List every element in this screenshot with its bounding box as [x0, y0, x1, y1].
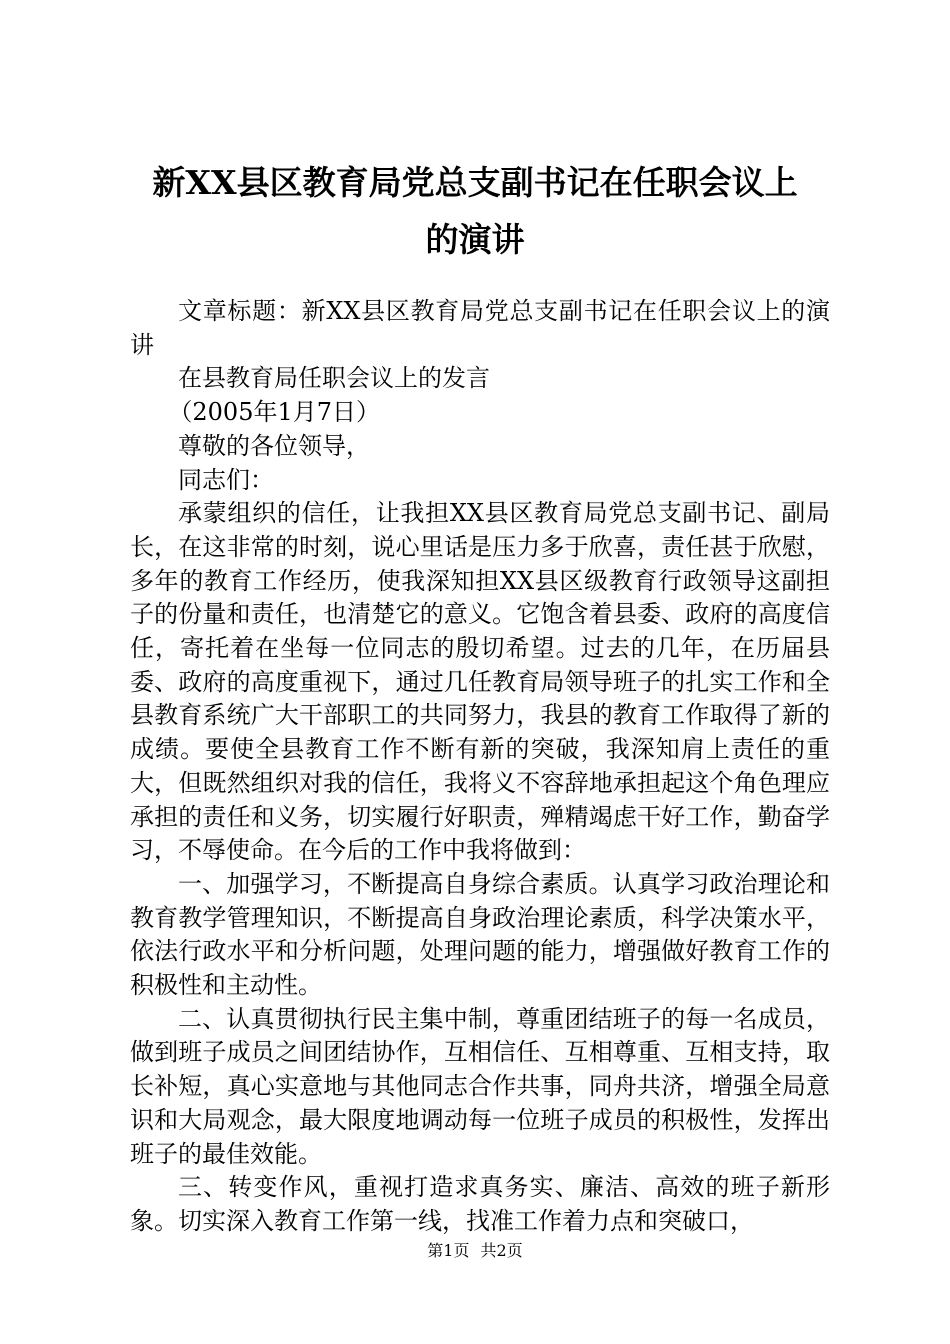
- speech-heading: 在县教育局任职会议上的发言: [178, 364, 490, 393]
- body-paragraph: 三、转变作风，重视打造求真务实、廉洁、高效的班子新形象。切实深入教育工作第一线，找准工作着力点和突破口，: [130, 1173, 830, 1235]
- page-total: 共2页: [480, 1241, 523, 1260]
- article-title-paragraph: 文章标题：新XX县区教育局党总支副书记在任职会议上的演讲: [130, 297, 830, 359]
- document-body: [130, 295, 830, 1239]
- speech-date: （2005年1月7日）: [168, 398, 381, 427]
- body-paragraph: 承蒙组织的信任，让我担XX县区教育局党总支副书记、副局长，在这非常的时刻，说心里话是压力多于欣喜，责任甚于欣慰，多年的教育工作经历，使我深知担XX县区级教育行政领导这副担子的份量和责任，也清楚它的意义。它饱含着县委、政府的高度信任，寄托着在坐每一位同志的殷切希望。过去的几年，在历届县委、政府的高度重视下，通过几任教育局领导班子的扎实工作和全县教育系统广大干部职工的共同努力，我县的教育工作取得了新的成绩。要使全县教育工作不断有新的突破，我深知肩上责任的重大，但既然组织对我的信任，我将义不容辞地承担起这个角色理应承担的责任和义务，切实履行好职责，殚精竭虑干好工作，勤奋学习，不辱使命。在今后的工作中我将做到：: [130, 499, 830, 865]
- page-number: 第1页: [427, 1241, 470, 1260]
- page-footer: [0, 1241, 950, 1261]
- body-paragraph: 一、加强学习，不断提高自身综合素质。认真学习政治理论和教育教学管理知识，不断提高自身政治理论素质，科学决策水平，依法行政水平和分析问题，处理问题的能力，增强做好教育工作的积极性和主动性。: [130, 869, 830, 1000]
- salutation-leaders: 尊敬的各位领导，: [178, 431, 370, 460]
- salutation-comrades: 同志们：: [178, 465, 274, 494]
- document-title-line-2: 的演讲: [425, 220, 525, 259]
- body-paragraph: 二、认真贯彻执行民主集中制，尊重团结班子的每一名成员，做到班子成员之间团结协作，互相信任、互相尊重、互相支持，取长补短，真心实意地与其他同志合作共事，同舟共济，增强全局意识和大局观念，最大限度地调动每一位班子成员的积极性，发挥出班子的最佳效能。: [130, 1004, 830, 1168]
- document-title-line-1: 新XX县区教育局党总支副书记在任职会议上: [152, 163, 798, 202]
